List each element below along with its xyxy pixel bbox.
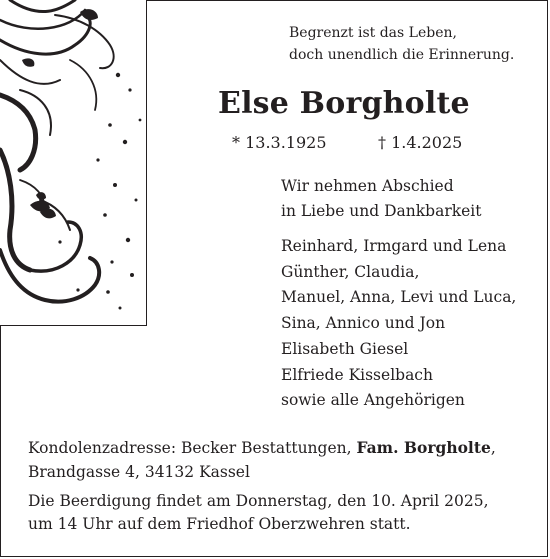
funeral-line-1 [28,490,489,513]
funeral-info [28,490,489,536]
farewell-line-1: Wir nehmen Abschied [281,177,454,195]
mourner-line: Elfriede Kisselbach [281,365,433,384]
ornament-border-right [146,0,147,326]
motto-line-1: Begrenzt ist das Leben, [289,25,457,41]
condolence-suffix: , [490,439,496,457]
farewell-line-2: in Liebe und Dankbarkeit [281,201,482,220]
mourner-line: sowie alle Angehörigen [281,391,465,410]
ornament-border-bottom [0,325,147,326]
funeral-line-2-suffix: auf dem Friedhof Oberzwehren statt. [112,515,411,533]
mourner-line: Günther, Claudia, [281,262,420,281]
condolence-address [28,436,496,484]
mourner-line: Reinhard, Irmgard und Lena [281,237,507,255]
death-date: † 1.4.2025 [378,133,463,152]
funeral-line-1-prefix: Die Beerdigung findet am Donnerstag, den [28,492,372,510]
funeral-line-1-suffix: , [483,492,489,510]
condolence-prefix: Kondolenzadresse: Becker Bestattungen, [28,439,357,457]
motto-line-2: doch unendlich die Erinnerung. [289,47,515,63]
funeral-date: 10. April 2025 [371,492,484,510]
floral-swirl-icon [0,0,147,326]
funeral-line-2 [28,513,489,536]
farewell-text [281,174,482,223]
condolence-line-1 [28,436,496,460]
condolence-family: Fam. Borgholte [356,438,491,457]
funeral-time: 14 Uhr [57,515,113,533]
memorial-motto [289,22,514,66]
mourner-line: Manuel, Anna, Levi und Luca, [281,288,517,307]
mourner-line: Elisabeth Giesel [281,339,409,358]
birth-date: * 13.3.1925 [232,133,327,152]
mourners-list [281,234,516,414]
condolence-line-2: Brandgasse 4, 34132 Kassel [28,463,250,481]
funeral-line-2-prefix: um [28,515,58,533]
mourner-line: Sina, Annico und Jon [281,314,446,333]
deceased-name: Else Borgholte [218,86,470,121]
